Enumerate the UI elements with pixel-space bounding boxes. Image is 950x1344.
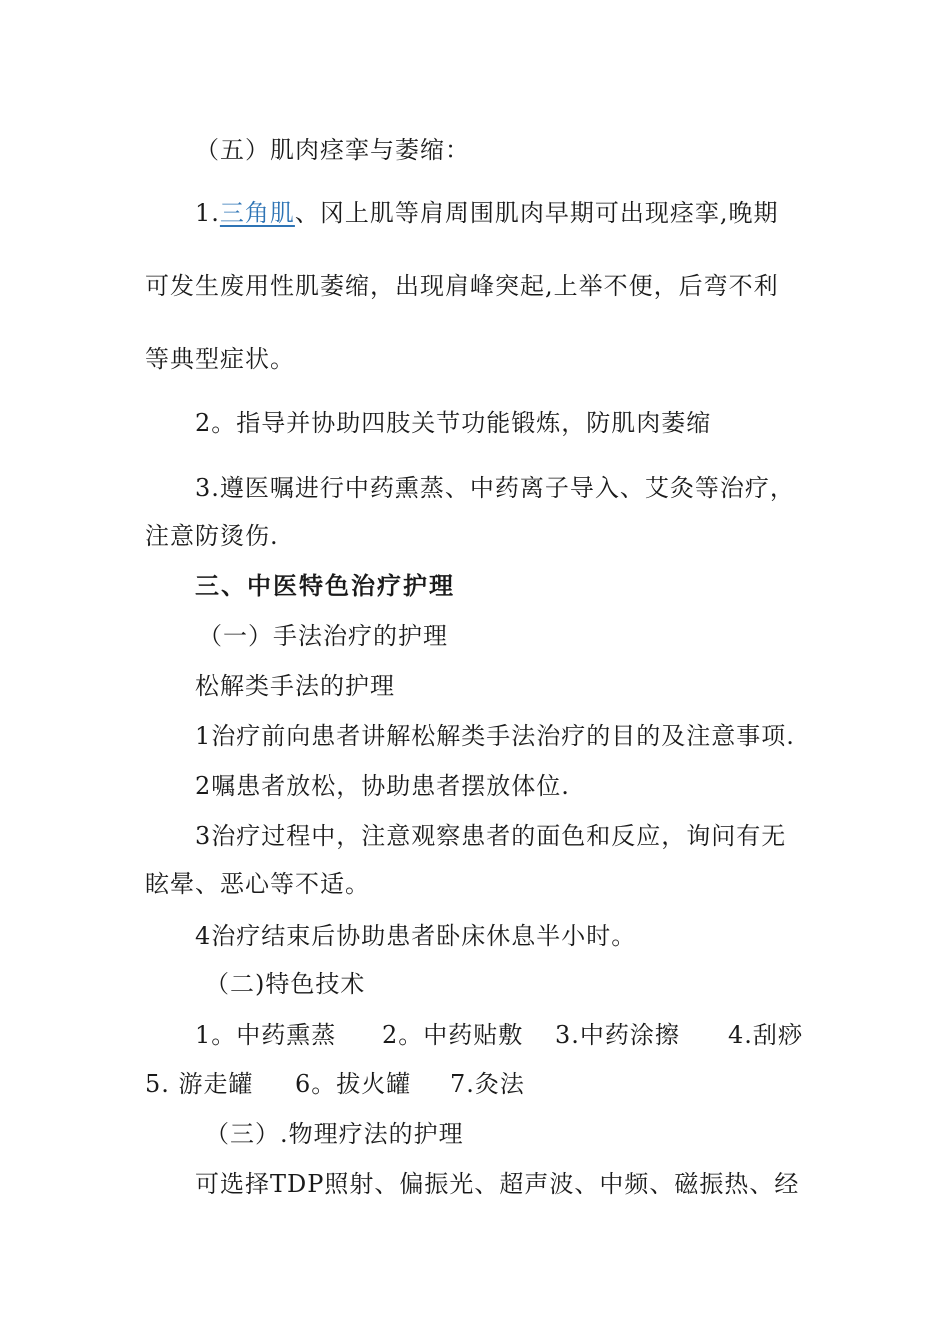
sub-1-item-3-line-1: 3治疗过程中，注意观察患者的面色和反应，询问有无	[195, 822, 787, 850]
paragraph-1-text: 、冈上肌等肩周围肌肉早期可出现痉挛,晚期	[294, 199, 779, 227]
technique-4: 4.刮痧	[728, 1021, 803, 1049]
sub-2-heading: （二)特色技术	[205, 970, 366, 998]
section-3-heading: 三、中医特色治疗护理	[195, 572, 455, 600]
technique-5: 5. 游走罐	[145, 1070, 254, 1098]
s5-heading: （五）肌肉痉挛与萎缩：	[195, 136, 470, 164]
sub-1-item-2: 2嘱患者放松，协助患者摆放体位.	[195, 772, 570, 800]
paragraph-2: 2。指导并协助四肢关节功能锻炼，防肌肉萎缩	[195, 409, 712, 437]
paragraph-1-line-2: 可发生废用性肌萎缩，出现肩峰突起,上举不便，后弯不利	[145, 272, 779, 300]
deltoid-link[interactable]: 三角肌	[219, 199, 295, 227]
paragraph-1-line-1	[195, 197, 805, 229]
paragraph-3-line-1: 3.遵医嘱进行中药熏蒸、中药离子导入、艾灸等治疗，	[195, 474, 795, 502]
paragraph-1-line-3: 等典型症状。	[145, 345, 295, 373]
technique-6: 6。拔火罐	[295, 1070, 412, 1098]
sub-1-item-4: 4治疗结束后协助患者卧床休息半小时。	[195, 922, 637, 950]
sub-1-heading: （一）手法治疗的护理	[198, 622, 448, 650]
technique-1: 1。中药熏蒸	[195, 1021, 337, 1049]
technique-7: 7.灸法	[450, 1070, 525, 1098]
sub-1-intro: 松解类手法的护理	[195, 672, 395, 700]
sub-1-item-3-line-2: 眩晕、恶心等不适。	[145, 870, 370, 898]
paragraph-1-number: 1.	[195, 199, 220, 227]
sub-3-line-1: 可选择TDP照射、偏振光、超声波、中频、磁振热、经	[195, 1170, 800, 1198]
paragraph-3-line-2: 注意防烫伤.	[145, 522, 279, 550]
technique-2: 2。中药贴敷	[382, 1021, 524, 1049]
sub-3-heading: （三）.物理疗法的护理	[205, 1120, 464, 1148]
sub-1-item-1: 1治疗前向患者讲解松解类手法治疗的目的及注意事项.	[195, 722, 795, 750]
technique-3: 3.中药涂擦	[555, 1021, 680, 1049]
